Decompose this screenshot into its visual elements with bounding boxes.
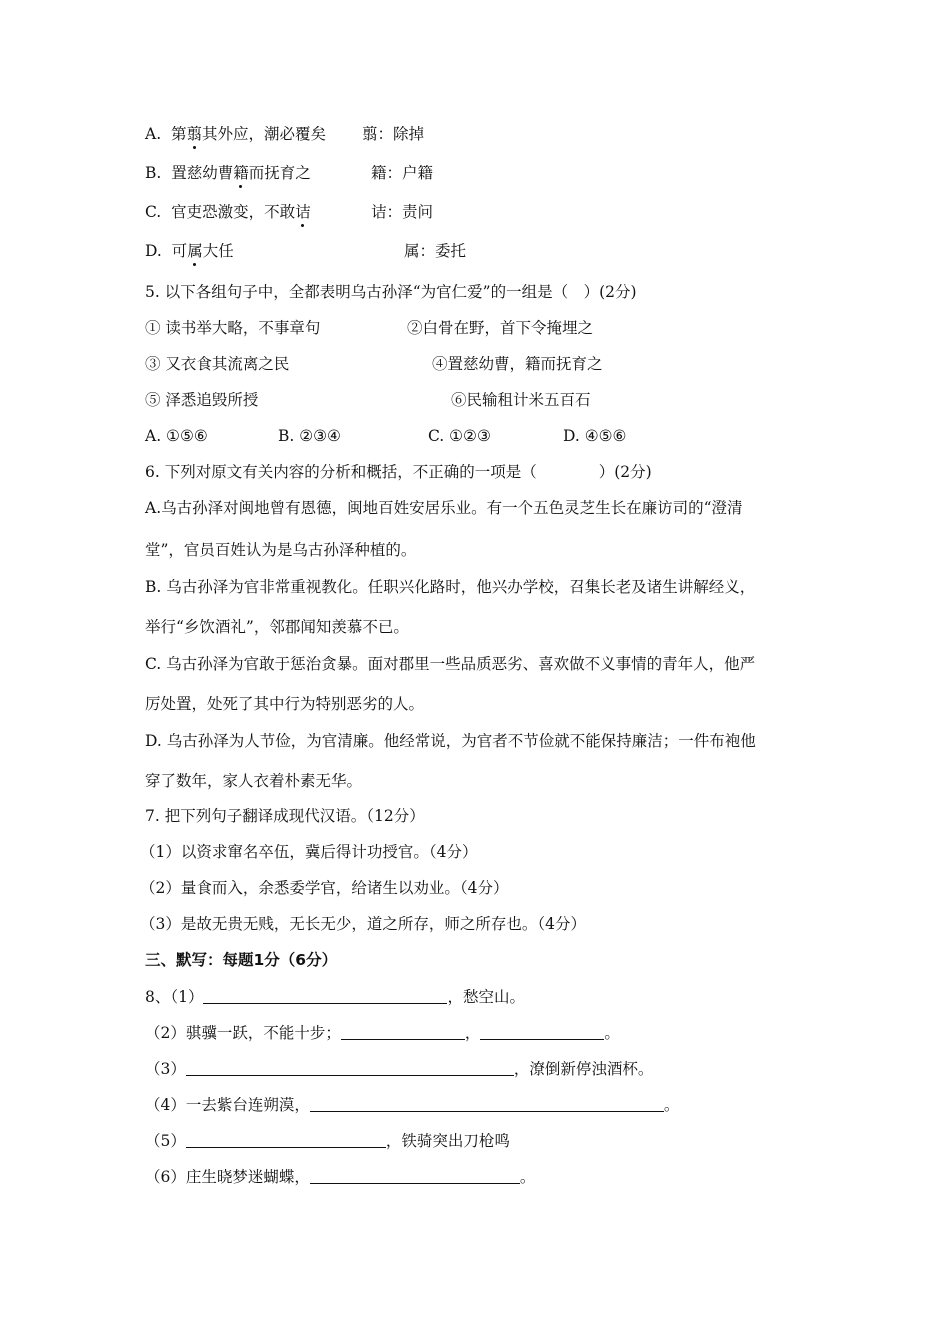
line-suffix: ，潦倒新停浊酒杯。 [513, 1060, 654, 1078]
q4-option-a [145, 124, 326, 144]
option-text-pre: 可 [171, 242, 188, 260]
line-suffix: 。 [663, 1096, 680, 1114]
line-prefix: （3） [145, 1060, 186, 1078]
q6-option-c-line1: C. 乌古孙泽为官敢于惩治贪暴。面对郡里一些品质恶劣、喜欢做不义事情的青年人，他严 [145, 655, 756, 673]
option-label: D. [145, 242, 162, 260]
q6-option-d-line2: 穿了数年，家人衣着朴素无华。 [145, 772, 363, 790]
option-text-pre: 第 [170, 125, 187, 143]
line-suffix: 。 [604, 1024, 620, 1042]
line-prefix: 8、（1） [145, 988, 204, 1006]
answer-blank[interactable] [310, 1095, 664, 1112]
q7-sentence-3: （3）是故无贵无贱，无长无少，道之所存，师之所存也。（4分） [140, 915, 586, 933]
q8-line-2 [145, 1023, 620, 1043]
option-text-pre: 置慈幼曹 [171, 164, 234, 182]
q4-option-b [145, 163, 311, 183]
dotted-char: 籍 [233, 164, 249, 182]
q7-stem: 7. 把下列句子翻译成现代汉语。（12分） [145, 807, 425, 825]
option-text-post: 而抚育之 [248, 164, 311, 182]
option-label: B. [145, 164, 162, 182]
q5-choice-c: C. ①②③ [428, 427, 491, 445]
dotted-char: 诘 [295, 203, 311, 221]
q6-option-b-line2: 举行“乡饮酒礼”，邻郡闻知羡慕不已。 [145, 618, 409, 636]
q5-item-3: ③ 又衣食其流离之民 [145, 355, 290, 373]
q5-item-2: ②白骨在野，首下令掩埋之 [407, 319, 594, 337]
option-text-post: 其外应，潮必覆矣 [202, 125, 327, 143]
line-prefix: （2）骐骥一跃，不能十步； [145, 1024, 341, 1042]
line-suffix: ，愁空山。 [447, 988, 525, 1006]
q6-stem: 6. 下列对原文有关内容的分析和概括，不正确的一项是（ ）(2分) [145, 463, 652, 481]
answer-blank[interactable] [341, 1023, 465, 1040]
line-prefix: （4）一去紫台连朔漠， [145, 1096, 310, 1114]
q8-line-4 [145, 1095, 679, 1115]
answer-blank[interactable] [203, 987, 447, 1004]
line-suffix: ，铁骑突出刀枪鸣 [385, 1132, 510, 1150]
q8-line-1 [145, 987, 525, 1007]
line-suffix: 。 [519, 1168, 536, 1186]
q5-item-6: ⑥民输租计米五百石 [451, 391, 591, 409]
dotted-char: 属 [187, 242, 203, 260]
q6-option-a-line1: A.乌古孙泽对闽地曾有恩德，闽地百姓安居乐业。有一个五色灵芝生长在廉访司的“澄清 [145, 499, 743, 517]
q6-option-b-line1: B. 乌古孙泽为官非常重视教化。任职兴化路时，他兴办学校，召集长老及诸生讲解经义， [145, 578, 756, 596]
q5-item-1: ① 读书举大略，不事章句 [145, 319, 321, 337]
q7-sentence-2: （2）量食而入，余悉委学官，给诸生以劝业。（4分） [140, 879, 509, 897]
option-text-pre: 官吏恐激变，不敢 [171, 203, 296, 221]
answer-blank[interactable] [186, 1131, 386, 1148]
option-text-post: 大任 [202, 242, 234, 260]
section-heading: 三、默写：每题1分（6分） [145, 951, 338, 969]
line-prefix: （6）庄生晓梦迷蝴蝶， [145, 1168, 310, 1186]
q4-gloss-d: 属：委托 [404, 242, 467, 260]
q8-line-6 [145, 1167, 535, 1187]
q4-gloss-b: 籍：户籍 [371, 164, 434, 182]
q4-option-c [145, 202, 311, 222]
q5-choice-d: D. ④⑤⑥ [563, 427, 627, 445]
q6-option-d-line1: D. 乌古孙泽为人节俭，为官清廉。他经常说，为官者不节俭就不能保持廉洁；一件布袍他 [145, 732, 756, 750]
q5-choice-a: A. ①⑤⑥ [145, 427, 208, 445]
q8-line-3 [145, 1059, 653, 1079]
q5-stem: 5. 以下各组句子中，全都表明乌古孙泽“为官仁爱”的一组是（ ）(2分) [145, 283, 637, 301]
q5-item-4: ④置慈幼曹，籍而抚育之 [432, 355, 603, 373]
answer-blank[interactable] [480, 1023, 604, 1040]
line-prefix: （5） [145, 1132, 186, 1150]
q7-sentence-1: （1）以资求窜名卒伍，冀后得计功授官。（4分） [140, 843, 478, 861]
q6-option-c-line2: 厉处置，处死了其中行为特别恶劣的人。 [145, 695, 425, 713]
answer-blank[interactable] [186, 1059, 514, 1076]
option-label: A. [145, 125, 162, 143]
q4-option-d [145, 241, 234, 261]
q4-gloss-a: 翦：除掉 [362, 125, 425, 143]
answer-blank[interactable] [310, 1167, 520, 1184]
q4-gloss-c: 诘：责问 [371, 203, 434, 221]
q6-option-a-line2: 堂”，官员百姓认为是乌古孙泽种植的。 [145, 541, 417, 559]
option-label: C. [145, 203, 162, 221]
line-separator: ， [464, 1024, 481, 1042]
q5-item-5: ⑤ 泽悉追毁所授 [145, 391, 259, 409]
q5-choice-b: B. ②③④ [278, 427, 341, 445]
dotted-char: 翦 [186, 125, 203, 143]
q8-line-5 [145, 1131, 510, 1151]
